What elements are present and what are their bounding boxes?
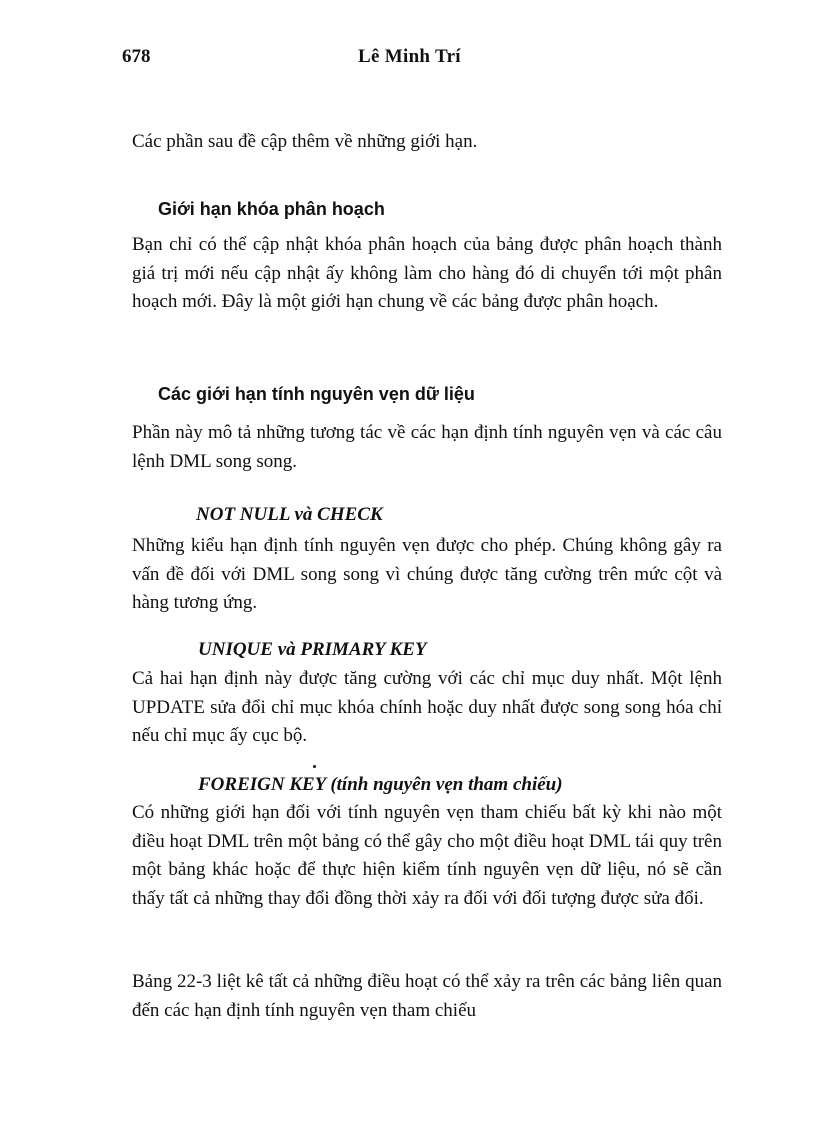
unique-paragraph-block [132,665,722,751]
partition-paragraph: Bạn chỉ có thể cập nhật khóa phân hoạch của bảng được phân hoạch thành giá trị mới nếu cập nhật ấy không làm cho hàng đó di chuyển tới một phân hoạch mới. Đây là một giới hạn chung về các bảng được phân hoạch. [132,234,722,312]
partition-paragraph-block [132,231,722,317]
running-head: Lê Minh Trí [358,46,461,67]
section-heading-integrity: Các giới hạn tính nguyên vẹn dữ liệu [158,384,475,404]
page-header [122,46,722,76]
subheading-foreign-key: FOREIGN KEY (tính nguyên vẹn tham chiếu) [198,774,563,795]
foreign-key-paragraph: Có những giới hạn đối với tính nguyên vẹn tham chiếu bất kỳ khi nào một điều hoạt DML trên một bảng có thể gây cho một điều hoạt DML tái quy trên một bảng khác hoặc để thực hiện kiểm tính nguyên vẹn dữ liệu, nó sẽ cần thấy tất cả những thay đổi đồng thời xảy ra đối với đối tượng được sửa đổi. [132,802,722,909]
page-number: 678 [122,46,151,67]
not-null-paragraph-block [132,532,722,618]
not-null-paragraph: Những kiểu hạn định tính nguyên vẹn được cho phép. Chúng không gây ra vấn đề đối với DML song song vì chúng được tăng cường trên mức cột và hàng tương ứng. [132,535,722,613]
closing-paragraph: Bảng 22-3 liệt kê tất cả những điều hoạt có thể xảy ra trên các bảng liên quan đến các hạn định tính nguyên vẹn tham chiếu [132,971,722,1021]
intro-paragraph: Các phần sau đề cập thêm về những giới hạn. [132,131,478,152]
subheading-unique-primary-key: UNIQUE và PRIMARY KEY [198,639,427,660]
foreign-key-paragraph-block [132,799,722,913]
subheading-not-null-check: NOT NULL và CHECK [196,504,383,525]
closing-paragraph-block [132,968,722,1025]
integrity-paragraph-block [132,419,722,476]
unique-paragraph: Cả hai hạn định này được tăng cường với các chỉ mục duy nhất. Một lệnh UPDATE sửa đổi chỉ mục khóa chính hoặc duy nhất được song song hóa chỉ nếu chỉ mục ấy cục bộ. [132,668,722,746]
integrity-paragraph: Phần này mô tả những tương tác về các hạn định tính nguyên vẹn và các câu lệnh DML song song. [132,422,722,472]
section-heading-partition: Giới hạn khóa phân hoạch [158,199,385,219]
stray-ink-dot [313,765,316,768]
intro-paragraph-block [132,128,722,157]
